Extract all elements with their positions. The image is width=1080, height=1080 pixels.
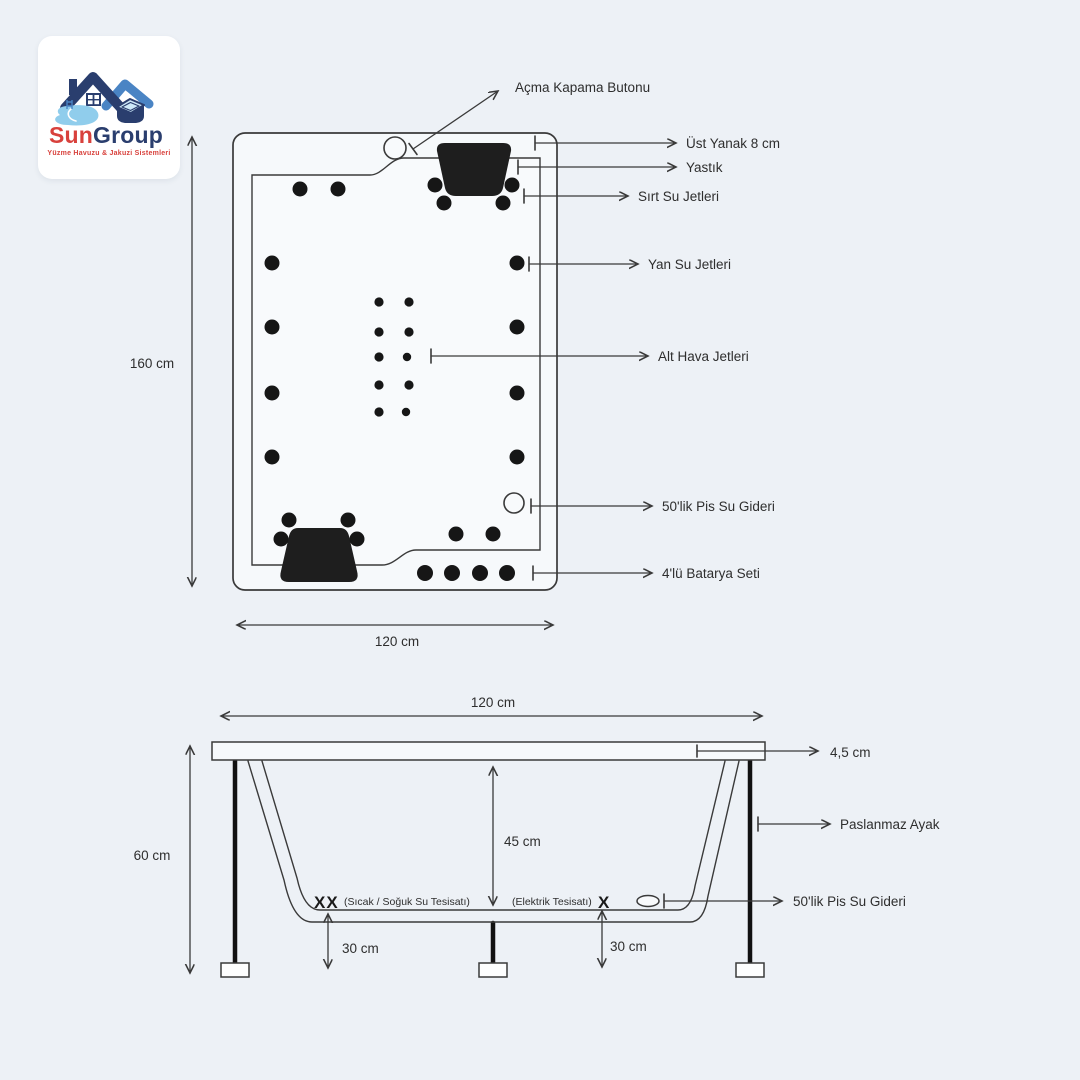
electric-mark: X bbox=[598, 893, 611, 912]
dim-width-120-top: 120 cm bbox=[374, 634, 420, 649]
logo-brand-sun: Sun bbox=[48, 122, 93, 148]
callout-bottom-air-jets: Alt Hava Jetleri bbox=[658, 349, 749, 364]
power-button bbox=[384, 137, 406, 159]
drain-top-view bbox=[504, 493, 524, 513]
callout-stainless-leg: Paslanmaz Ayak bbox=[840, 817, 940, 832]
callout-power-button: Açma Kapama Butonu bbox=[515, 80, 651, 95]
dim-depth-45: 45 cm bbox=[504, 834, 541, 849]
dim-width-120-side: 120 cm bbox=[470, 695, 516, 710]
callout-faucet-set: 4'lü Batarya Seti bbox=[662, 566, 760, 581]
pillow-bottom bbox=[280, 528, 357, 582]
callout-rim-thickness: 4,5 cm bbox=[830, 745, 871, 760]
side-rim bbox=[212, 742, 765, 760]
drain-side-view bbox=[637, 896, 659, 907]
electric-note: (Elektrik Tesisatı) bbox=[512, 896, 592, 908]
callout-top-rim: Üst Yanak 8 cm bbox=[686, 136, 781, 151]
top-view bbox=[130, 80, 780, 649]
pillow-top bbox=[437, 143, 511, 196]
dim-height-60: 60 cm bbox=[133, 848, 171, 863]
water-supply-marks: XX bbox=[314, 893, 339, 912]
callout-side-jets: Yan Su Jetleri bbox=[648, 257, 732, 272]
callout-waste-drain-side: 50'lik Pis Su Gideri bbox=[793, 894, 906, 909]
callout-pillow: Yastık bbox=[686, 160, 723, 175]
water-supply-note: (Sıcak / Soğuk Su Tesisatı) bbox=[344, 896, 470, 908]
feet bbox=[221, 963, 764, 977]
logo-brand-group: Group bbox=[93, 122, 163, 148]
side-view-callout-lines bbox=[664, 745, 830, 908]
callout-back-jets: Sırt Su Jetleri bbox=[638, 189, 720, 204]
logo-tagline: Yüzme Havuzu & Jakuzi Sistemleri bbox=[47, 150, 171, 157]
tub-basin-outline bbox=[252, 158, 540, 565]
callout-waste-drain: 50'lik Pis Su Gideri bbox=[662, 499, 775, 514]
dim-clearance-right-30: 30 cm bbox=[610, 939, 647, 954]
dim-length-160: 160 cm bbox=[129, 356, 175, 371]
side-view bbox=[134, 695, 940, 977]
dim-clearance-left-30: 30 cm bbox=[342, 941, 379, 956]
